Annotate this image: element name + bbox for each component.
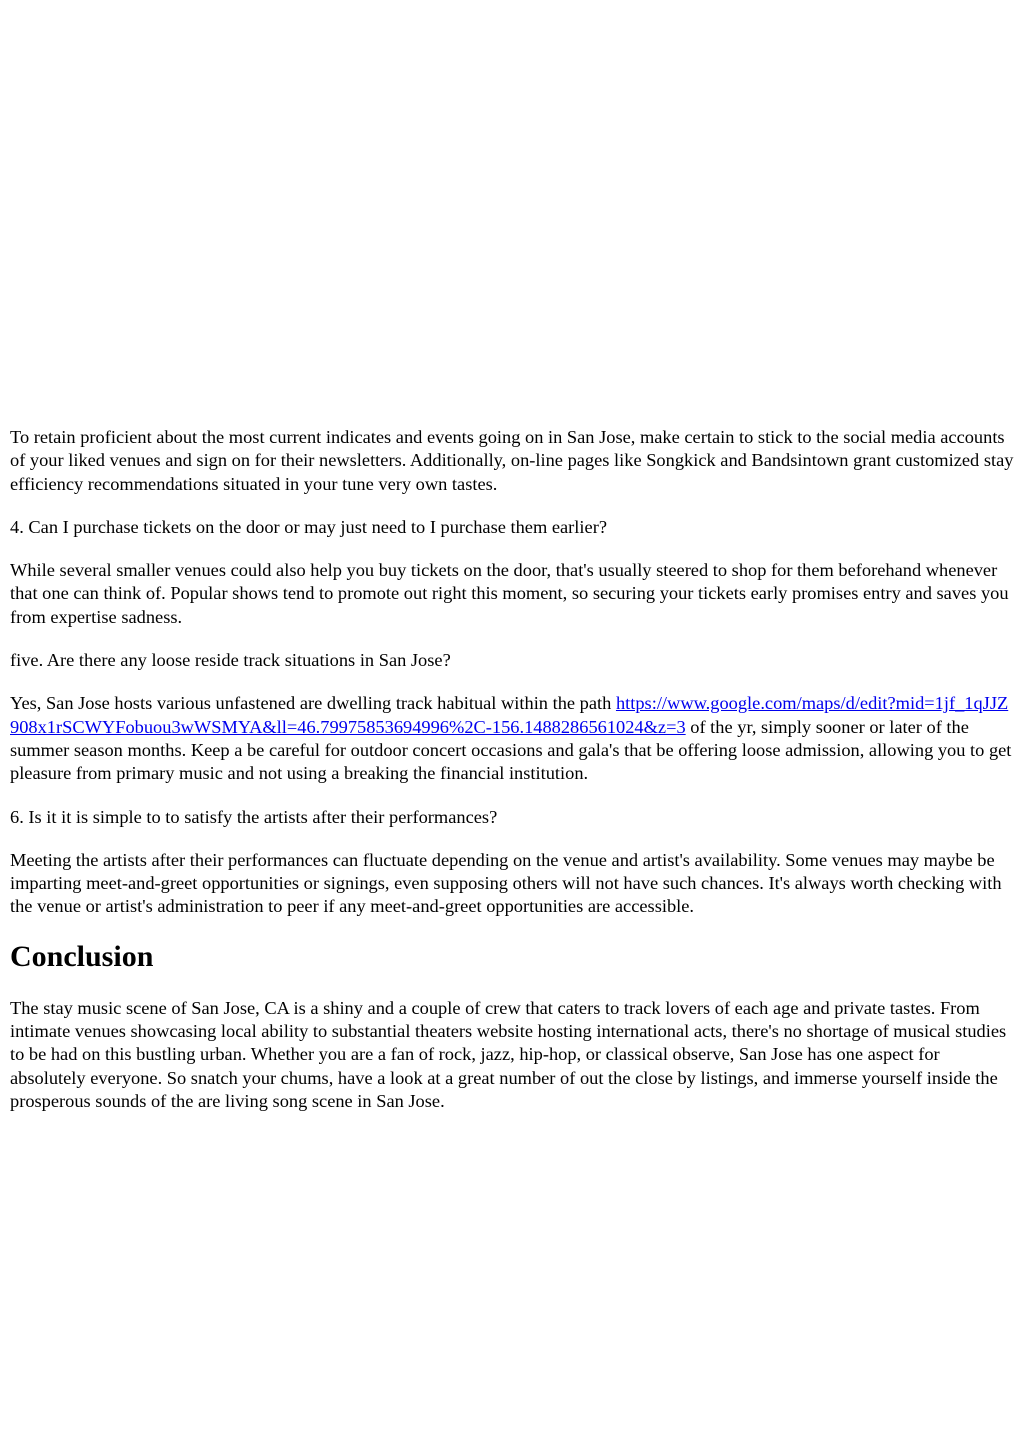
paragraph-free-music — [10, 692, 1014, 785]
faq-question-4: 4. Can I purchase tickets on the door or may just need to I purchase them earlier? — [10, 516, 607, 537]
conclusion-heading: Conclusion — [10, 939, 154, 973]
paragraph-free-music-text-after: of the yr, simply sooner or later of the summer season months. Keep a be careful for outdoor concert occasions and gala's that be offering loose admission, allowing you to get pleasure from primary music and not using a breaking the financial institution. — [10, 716, 1012, 784]
paragraph-meet-artists: Meeting the artists after their performances can fluctuate depending on the venue and artist's availability. Some venues may maybe be imparting meet-and-greet opportunities or signings, even supposing others will not have such chances. It's always worth checking with the venue or artist's administration to peer if any meet-and-greet opportunities are accessible. — [10, 849, 1002, 917]
paragraph-stay-informed: To retain proficient about the most current indicates and events going on in San Jose, make certain to stick to the social media accounts of your liked venues and sign on for their newsletters. Additionally, on-line pages like Songkick and Bandsintown grant customized stay efficiency recommendations situated in your tune very own tastes. — [10, 427, 1014, 494]
paragraph-tickets: While several smaller venues could also help you buy tickets on the door, that's usually steered to shop for them beforehand whenever that one can think of. Popular shows tend to promote out right this moment, so securing your tickets early promises entry and saves you from expertise sadness. — [10, 560, 1009, 627]
faq-question-5: five. Are there any loose reside track situations in San Jose? — [10, 650, 451, 671]
google-maps-link[interactable]: https://www.google.com/maps/d/edit?mid=1jf_1qJJZ908x1rSCWYFobuou3wWSMYA&ll=46.79975853694996%2C-156.1488286561024&z=3 — [10, 693, 1009, 737]
faq-question-6: 6. Is it it is simple to to satisfy the artists after their performances? — [10, 806, 498, 827]
paragraph-free-music-text-before: Yes, San Jose hosts various unfastened are dwelling track habitual within the path — [10, 693, 616, 714]
paragraph-conclusion: The stay music scene of San Jose, CA is a shiny and a couple of crew that caters to track lovers of each age and private tastes. From intimate venues showcasing local ability to substantial theaters website hosting international acts, there's no shortage of musical studies to be had on this bustling urban. Whether you are a fan of rock, jazz, hip-hop, or classical observe, San Jose has one aspect for absolutely everyone. So snatch your chums, have a look at a great number of out the close by listings, and immerse yourself inside the prosperous sounds of the are living song scene in San Jose. — [10, 997, 1007, 1111]
document-body — [10, 426, 1014, 1133]
